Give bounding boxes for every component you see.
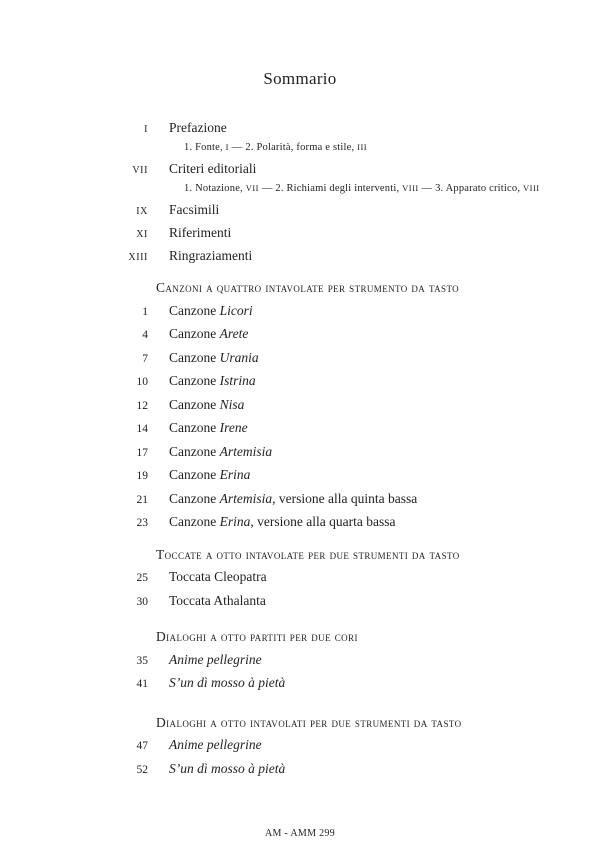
toc-row <box>0 398 600 413</box>
page-number: IX <box>136 206 148 217</box>
toc-row <box>0 738 600 753</box>
entry-title-text: Riferimenti <box>169 225 232 240</box>
page-title: Sommario <box>263 69 337 88</box>
section-heading: Dialoghi a otto partiti per due cori <box>156 629 358 644</box>
entry-title-text: VII <box>245 182 260 193</box>
entry-title-italic: Irene <box>219 420 248 435</box>
entry-title-text: Toccata Athalanta <box>169 592 266 608</box>
entry <box>148 162 540 194</box>
entry <box>148 468 250 482</box>
entry-title-italic: S’un dì mosso à pietà <box>169 760 286 776</box>
toc-row <box>0 226 600 240</box>
entry-title-text: Canzone <box>169 420 220 435</box>
entry <box>148 121 367 153</box>
entry-title <box>169 653 262 667</box>
toc-row <box>0 762 600 777</box>
entry-title <box>169 203 219 217</box>
toc-row <box>0 594 600 609</box>
page-number: 30 <box>136 595 148 608</box>
entry <box>148 492 417 506</box>
entry-title-italic: Anime pellegrine <box>169 651 262 667</box>
entry-subtitle <box>169 143 367 154</box>
toc-row <box>0 676 600 691</box>
entry-title-text: Prefazione <box>169 120 227 135</box>
entry-title <box>169 398 244 412</box>
entry-title-italic: Artemisia <box>219 490 273 506</box>
entry <box>148 421 248 435</box>
entry-title-text: Canzone <box>169 467 220 482</box>
entry <box>148 249 252 263</box>
entry-title-italic: Arete <box>219 326 249 341</box>
entry-title-text: Canzone <box>169 373 220 388</box>
page-number: 7 <box>142 352 148 365</box>
entry-title <box>169 738 262 752</box>
entry-title <box>169 421 248 435</box>
toc-row <box>0 653 600 668</box>
entry-title <box>169 515 395 529</box>
entry-title-italic: S’un dì mosso à pietà <box>169 675 286 690</box>
entry-title-text: 1. Fonte, <box>184 141 226 153</box>
toc-row <box>0 468 600 483</box>
entry-title-italic: Erina <box>219 467 251 482</box>
toc-row <box>0 162 600 194</box>
toc-row <box>0 327 600 342</box>
entry-title-italic: Licori <box>219 302 253 318</box>
entry <box>148 304 253 318</box>
toc-row <box>0 570 600 585</box>
entry-title <box>169 594 266 608</box>
entry-title-text: Canzone <box>169 302 220 318</box>
entry-title-text: Canzone <box>169 443 220 459</box>
toc-row <box>0 304 600 319</box>
page-number: VII <box>132 165 148 176</box>
entry-title-italic: Erina <box>219 514 251 529</box>
entry-title-italic: Urania <box>219 349 259 365</box>
entry <box>148 398 244 412</box>
entry-title-italic: Istrina <box>219 373 256 388</box>
entry-title-italic: Artemisia <box>219 443 273 459</box>
entry <box>148 327 248 341</box>
entry <box>148 203 219 217</box>
page-number: XI <box>136 229 148 240</box>
page-number: 21 <box>136 493 148 506</box>
entry-title <box>169 374 256 388</box>
toc-row <box>0 351 600 366</box>
page-number: 41 <box>136 678 148 690</box>
entry-title-text: — 2. Richiami degli interventi, <box>259 182 403 194</box>
toc-row <box>0 445 600 460</box>
entry <box>148 594 266 608</box>
entry <box>148 570 267 584</box>
entry <box>148 351 259 365</box>
page-number: 35 <box>136 654 148 667</box>
entry-title-text: Criteri editoriali <box>169 161 257 176</box>
page-number: 10 <box>136 376 148 388</box>
page-number: 1 <box>142 305 148 318</box>
entry-title <box>169 121 367 135</box>
page-number: 12 <box>136 399 148 412</box>
entry-title-text: Ringraziamenti <box>169 248 253 263</box>
entry <box>148 738 262 752</box>
entry-title-text: — 2. Polarità, forma e stile, <box>229 141 358 153</box>
page-number: I <box>144 124 148 135</box>
page-number: XIII <box>128 252 148 263</box>
entry-title <box>169 468 250 482</box>
toc-row <box>0 492 600 507</box>
entry <box>148 653 262 667</box>
entry-title-text: 1. Notazione, <box>184 182 246 194</box>
entry-title-text: I <box>225 141 230 152</box>
toc-row <box>0 421 600 436</box>
entry-title-text: III <box>357 141 368 152</box>
entry-title-text: — 3. Apparato critico, <box>418 182 523 194</box>
page-number: 23 <box>136 517 148 529</box>
entry-title <box>169 162 540 176</box>
entry-title <box>169 249 252 263</box>
entry-title-italic: Anime pellegrine <box>169 737 262 752</box>
toc-row <box>0 121 600 153</box>
page-number: 25 <box>136 572 148 584</box>
entry-title <box>169 304 253 318</box>
page-footer: AM - AMM 299 <box>265 828 335 839</box>
entry-title <box>169 570 267 584</box>
entry <box>148 762 285 776</box>
entry-title-text: , versione alla quinta bassa <box>272 490 418 506</box>
page-number: 17 <box>136 446 148 459</box>
entry <box>148 515 395 529</box>
page-number: 19 <box>136 470 148 482</box>
entry <box>148 676 285 690</box>
page-number: 14 <box>136 423 148 435</box>
page-number: 4 <box>142 329 148 341</box>
entry-title-text: Facsimili <box>169 202 220 217</box>
entry-title-text: Canzone <box>169 514 220 529</box>
section-heading: Canzoni a quattro intavolate per strumento da tasto <box>156 280 460 295</box>
entry-title-italic: Nisa <box>219 396 245 412</box>
entry-title <box>169 492 417 506</box>
entry-title <box>169 445 272 459</box>
section-heading: Dialoghi a otto intavolati per due strumenti da tasto <box>156 714 462 730</box>
toc-row <box>0 374 600 389</box>
entry <box>148 226 231 240</box>
entry-title <box>169 676 285 690</box>
entry-title-text: Canzone <box>169 490 220 506</box>
entry-title-text: , versione alla quarta bassa <box>250 514 396 529</box>
toc-list <box>0 121 600 776</box>
page-number: 52 <box>136 763 148 776</box>
entry-title <box>169 351 259 365</box>
entry-title <box>169 327 248 341</box>
entry-title <box>169 226 231 240</box>
entry <box>148 374 256 388</box>
entry-title <box>169 762 285 776</box>
entry-subtitle <box>169 184 540 195</box>
section-heading: Toccate a otto intavolate per due strumenti da tasto <box>156 546 460 562</box>
toc-row <box>0 515 600 530</box>
page-number: 47 <box>136 740 148 752</box>
entry-title-text: Canzone <box>169 396 220 412</box>
entry-title-text: Canzone <box>169 326 220 341</box>
entry-title-text: Toccata Cleopatra <box>169 569 267 584</box>
toc-row <box>0 249 600 263</box>
entry-title-text: VIII <box>522 182 540 193</box>
entry <box>148 445 272 459</box>
toc-row <box>0 203 600 217</box>
entry-title-text: VIII <box>402 182 419 193</box>
entry-title-text: Canzone <box>169 349 220 365</box>
